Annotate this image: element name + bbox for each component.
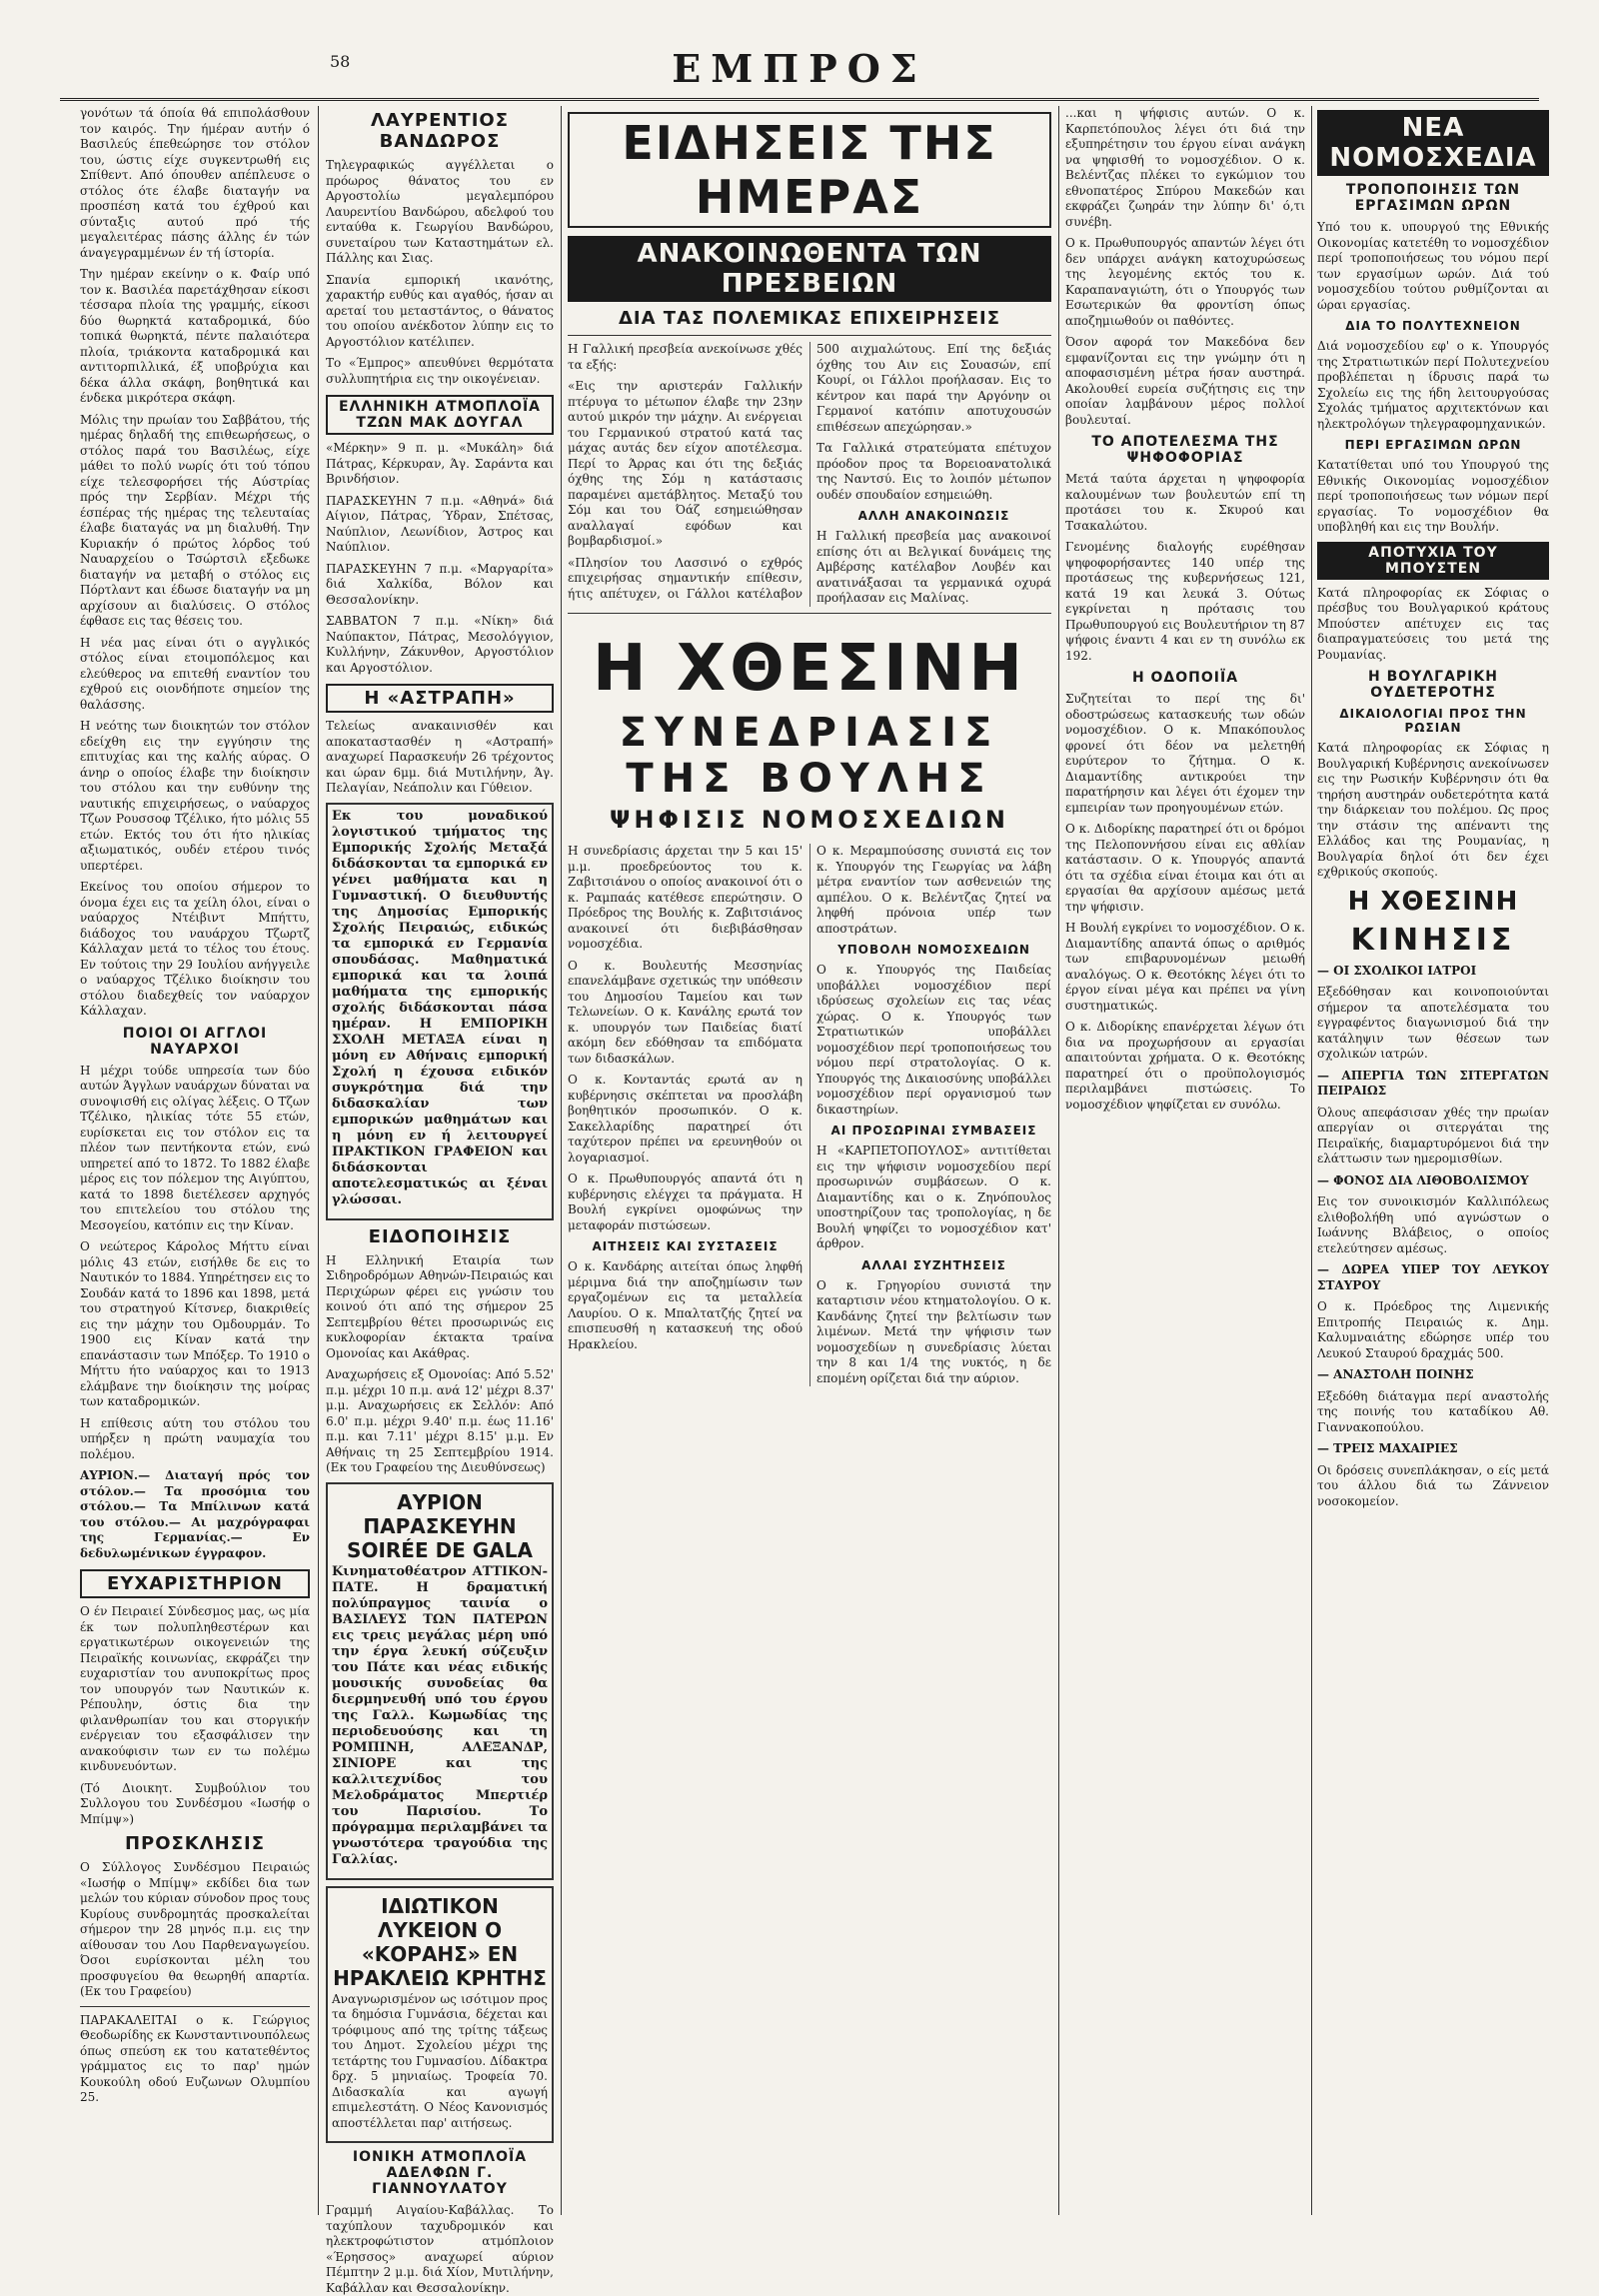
- divider: [80, 2006, 310, 2007]
- article-paragraph: «Μέρκην» 9 π. μ. «Μυκάλη» διά Πάτρας, Κέρκυραν, Άγ. Σαράντα και Βρινδήσιον.: [326, 441, 554, 486]
- section-heading: ΥΠΟΒΟΛΗ ΝΟΜΟΣΧΕΔΙΩΝ: [837, 943, 1030, 958]
- section-heading: ΕΙΔΗΣΕΙΣ ΤΗΣ ΗΜΕΡΑΣ: [568, 112, 1051, 228]
- article-paragraph: Εξεδόθησαν και κοινοποιούνται σήμερον τα αποτελέσματα του εγγραφέντος διαγωνισμού διά την κατάληψιν των θέσεων των σχολικών ιατρών.: [1317, 985, 1549, 1061]
- section-heading: ΙΟΝΙΚΗ ΑΤΜΟΠΛΟΪΑ ΑΔΕΛΦΩΝ Γ. ΓΙΑΝΝΟΥΛΑΤΟΥ: [352, 2149, 528, 2197]
- article-paragraph: Η «ΚΑΡΠΕΤΟΠΟΥΛΟΣ» αντιτίθεται εις την ψήφισιν νομοσχεδίου περί προσωρινών συμβάσεων. Ο κ. Διαμαντίδης και ο κ. Ζηνόπουλος υποστηρίζουν τας τροπολογίας, η δε Βουλή ψηφίζει το νομοσχέδιον κατ' άρθρον.: [816, 1144, 1051, 1251]
- article-paragraph: Ο κ. Πρόεδρος της Λιμενικής Επιτροπής Πειραιώς κ. Δημ. Καλυμναιάτης εδώρησε υπέρ του Λευκού Σταυρού δραχμάς 500.: [1317, 1299, 1549, 1360]
- news-item-title: — ΤΡΕΙΣ ΜΑΧΑΙΡΙΕΣ: [1317, 1441, 1458, 1455]
- newspaper-title: ΕΜΠΡΟΣ: [672, 46, 927, 91]
- divider: [568, 613, 1051, 614]
- article-paragraph: Κατατίθεται υπό του Υπουργού της Εθνικής Οικονομίας νομοσχέδιον περί τροποποιήσεως των νόμων περί εργασίας. Το νομοσχέδιον θα υποβληθή και εις την Βουλήν.: [1317, 458, 1549, 534]
- article-paragraph: Σπανία εμπορική ικανότης, χαρακτήρ ευθύς και αγαθός, ήσαν αι αρεταί του μεταστάντος, ο θάνατος του οποίου ανέκδοτον λύπην εις το Αργοστόλιον κατέλιπεν.: [326, 272, 554, 349]
- section-heading: Η «ΑΣΤΡΑΠΗ»: [326, 684, 554, 713]
- ad-text: Αναγνωρισμένον ως ισότιμον προς τα δημόσια Γυμνάσια, δέχεται και τρόφιμους από της τρίτης τάξεως του Δημοτ. Σχολείου μέχρι της τετάρτης του Γυμνασίου. Δίδακτρα δρχ. 5 μηνιαίως. Τροφεία 70. Διδασκαλία και αγωγή επιμελεστάτη. Ο Νέος Κανονισμός αποστέλλεται παρ' αιτήσεως.: [332, 1991, 548, 2130]
- article-paragraph: Αναχωρήσεις εξ Ομονοίας: Από 5.52' π.μ. μέχρι 10 π.μ. ανά 12' μέχρι 8.37' μ.μ. Αναχωρήσεις εκ Σελλόν: Από 6.0' π.μ. μέχρι 9.40' π.μ. έως 11.16' π.μ. και 7.11' μέχρι 8.15' μ.μ. Εν Αθήναις τη 25 Σεπτεμβρίου 1914. (Εκ του Γραφείου της Διευθύνσεως): [326, 1367, 554, 1474]
- article-paragraph: ΣΑΒΒΑΤΟΝ 7 π.μ. «Νίκη» διά Ναύπακτον, Πάτρας, Μεσολόγγιον, Κυλλήνην, Ζάκυνθον, Αργοστόλιον και Αργοστόλιον.: [326, 614, 554, 675]
- article-paragraph: Η μέχρι τούδε υπηρεσία των δύο αυτών Άγγλων ναυάρχων δύναται να συνοψισθή εις ολίγας λέξεις. Ο Τζων Τζέλικο, ηλικίας τότε 55 ετών, ευρίσκεται εις τον στόλον εις τα πλέον των πεντήκοντα ετών, ενώ υπηρετεί από το 1872. Το 1882 έλαβε μέρος εις τον πόλεμον της Αιγύπτου, κατά το 1898 διετέλεσεν αρχηγός του επιτελείου του στόλου της Μεσογείου, κατόπιν εις την Κίναν.: [80, 1063, 310, 1232]
- article-paragraph: Εις τον συνοικισμόν Καλλιπόλεως ελιθοβολήθη υπό αγνώστων ο Ιωάννης Βλάβειος, ο οποίος ετελεύτησεν αμέσως.: [1317, 1194, 1549, 1255]
- section-heading: Η ΧΘΕΣΙΝΗ: [1347, 886, 1519, 917]
- article-paragraph: γονότων τά όποία θά επιπολάσθουν τον καιρός. Την ήμέραν αυτήν ό Βασιλεύς έπεθεώρησε τον στόλον του, ώστις είχε συγκεντρωθή εις Σπίθεντ. Από όπουθεν απέπλευσε ο στόλος ότε έλαβε διαταγήν να προσπέση κατά του έχθρού και σύνταξις αυτού πρό τής μεγαλειτέρας πάσης άλλης έν τών άναγεγραμμένων έν τή ίστορία.: [80, 106, 310, 260]
- article-paragraph: Ο κ. Κονταντάς ερωτά αν η κυβέρνησις σκέπτεται να προσλάβη βοηθητικόν προσωπικόν. Ο κ. Σακελλαρίδης παρατηρεί ότι ταχύτερον πρέπει να ερευνηθούν οι λογαριασμοί.: [568, 1073, 802, 1164]
- column-1: [80, 106, 310, 2215]
- article-paragraph: Ο κ. Κανδάρης αιτείται όπως ληφθή μέριμνα διά την αποζημίωσιν των εργαζομένων εις τα μεταλλεία Λαυρίου. Ο κ. Μπαλτατζής ζητεί να επισπευσθή η κατασκευή της οδού Ηρακλείου.: [568, 1259, 802, 1351]
- article-paragraph: Συζητείται το περί της δι' οδοστρώσεως κατασκευής των οδών νομοσχέδιον. Ο κ. Μπακόπουλος φρονεί ότι δέον να μελετηθή ευρύτερον το ζήτημα. Ο κ. Διαμαντίδης αντικρούει την παρατήρησιν και λέγει ότι έχομεν την εμπειρίαν των προηγουμένων ετών.: [1065, 692, 1305, 815]
- column-2: [326, 106, 554, 2295]
- article-paragraph: Ο Σύλλογος Συνδέσμου Πειραιώς «Ιωσήφ ο Μπίμψ» εκδίδει δια των μελών του κύριαν σύνοδον προς τους Κυρίους συνδρομητάς προσκαλείται σήμερον την 28 μηνός π.μ. εις την αίθουσαν του Λου Παρθεναγωγείου. Όσοι ευρίσκονται μέλη του προσφυγείου θα θεωρηθή απαρτία. (Εκ του Γραφείου): [80, 1860, 310, 1998]
- article-paragraph: Η νεότης των διοικητών τον στόλον εδείχθη εις την εγγύησιν της επιτυχίας και της καλής αύρας. Ο άνηρ ο οποίος έλαβε την διοίκησιν του στόλου και την ευθύνην της ναυτικής επιχειρήσεως, ο ναύαρχος Τζων Ρουσσοφ Τζέλικο, ήτο μόλις 55 ετών. Εκτός του ότι ήτο ηλικίας αξιωματικός, ουδέν ετέρου τινός υπερτέρει.: [80, 719, 310, 873]
- section-heading: ΑΙ ΠΡΟΣΩΡΙΝΑΙ ΣΥΜΒΑΣΕΙΣ: [830, 1124, 1037, 1139]
- section-heading: ΑΛΛΗ ΑΝΑΚΟΙΝΩΣΙΣ: [857, 509, 1010, 523]
- article-paragraph: Κατά πληροφορίας εκ Σόφιας ο πρέσβυς του Βουλγαρικού κράτους Μπούστεν απέτυχεν εις τας διαπραγματεύσεις του μετά της Ρουμανίας.: [1317, 585, 1549, 662]
- article-paragraph: Η συνεδρίασις άρχεται την 5 και 15' μ.μ. προεδρεύοντος του κ. Ζαβιτσιάνου ο οποίος ανακοινοί ότι ο κ. Ραμπαάς κατέθεσε επερώτησιν. Ο Πρόεδρος της Βουλής κ. Ζαβιτσιάνος ανακοινεί ότι διεβιβάσθησαν νομοσχέδια.: [568, 844, 802, 952]
- ad-text: Κινηματοθέατρον ΑΤΤΙΚΟΝ-ΠΑΤΕ. Η δραματική πολύπραγμος ταινία ο ΒΑΣΙΛΕΥΣ ΤΩΝ ΠΑΤΕΡΩΝ εις τρεις μεγάλας μέρη υπό την έργα λευκή σύζευξιν του Πάτε και νέας ειδικής μουσικής συνοδείας θα διερμηνευθή υπό του έργου της Γαλλ. Κωμωδίας της περιοδευούσης και τη ΡΟΜΠΙΝΗ, ΑΛΕΞΑΝΔΡ, ΣΙΝΙΟΡΕ και της καλλιτεχνίδος του Μελοδράματος Μπερτιέρ του Παρισίου. Το πρόγραμμα περιλαμβάνει τα γνωστότερα τραγούδια της Γαλλίας.: [332, 1563, 548, 1867]
- article-paragraph: Ο έν Πειραιεί Σύνδεσμος μας, ως μία έκ των πολυπληθεστέρων και εργατικωτέρων οικογενειών της Πειραϊκής κοινωνίας, εκφράζει την ευχαριστίαν του ανυποκρίτως προς τον υπουργόν των Ναυτικών κ. Ρέπουλην, όστις δια την φιλανθρωπίαν του και στοργικήν ενέργειαν του εξασφάλισεν την ανακούφισιν των εν τω πολέμω κινδυνευόντων.: [80, 1604, 310, 1773]
- article-paragraph: Εξεδόθη διάταγμα περί αναστολής της ποινής του καταδίκου Αθ. Γιαννακοπούλου.: [1317, 1388, 1549, 1434]
- section-heading: ΕΥΧΑΡΙΣΤΗΡΙΟΝ: [80, 1569, 310, 1598]
- article-paragraph: «Πλησίον του Λασσινό ο εχθρός επιχειρήσας σημαντικήν επίθεσιν, ήτις απέτυχεν, οι Γάλλοι κατέλαβον 500 αιχμαλώτους. Επί της δεξιάς όχθης του Αιν εις Σουασών, επί Κουρί, οι Γάλλοι προήλασαν. Εις το κέντρον και παρά την Αργόνην οι Γερμανοί κατόπιν αποτυχουσών επιθέσεων απεχώρησαν.»: [568, 342, 1051, 601]
- article-paragraph: ΠΑΡΑΣΚΕΥΗΝ 7 π.μ. «Αθηνά» διά Αίγιον, Πάτρας, Ύδραν, Σπέτσας, Ναύπλιον, Λεωνίδιον, Άστρος και Ναύπλιον.: [326, 493, 554, 554]
- article-paragraph: Γενομένης διαλογής ευρέθησαν ψηφοφορήσαντες 140 υπέρ της προτάσεως της κυβερνήσεως 121, κατά 19 και λευκά 3. Ούτως εγκρίνεται η πρότασις του Πρωθυπουργού εις Βουλευτήριον τη 87 ψήφοις έναντι 4 και εν τη συνόλω εκ 192.: [1065, 540, 1305, 663]
- notice-text: ΑΥΡΙΟΝ.— Διαταγή πρός τον στόλον.— Τα προσόμια του στόλου.— Τα Μπίλινων κατά του στόλου.— Αι μαχρόγραφαι της Γερμανίας.— Εν δεδυλωμένικων έγγραφον.: [80, 1468, 310, 1560]
- section-heading: ΛΑΥΡΕΝΤΙΟΣ ΒΑΝΔΩΡΟΣ: [370, 110, 510, 152]
- two-column-text: [568, 844, 1051, 1386]
- section-heading: ΠΟΙΟΙ ΟΙ ΑΓΓΛΟΙ ΝΑΥΑΡΧΟΙ: [122, 1025, 268, 1058]
- article-paragraph: Τελείως ανακαινισθέν και αποκαταστασθέν η «Αστραπή» αναχωρεί Παρασκευήν 26 τρέχοντος και ώραν 6μμ. διά Μυτιλήνην, Άγ. Πελαγίαν, Νεάπολιν και Γύθειον.: [326, 719, 554, 795]
- article-paragraph: Η νέα μας είναι ότι ο αγγλικός στόλος είναι ετοιμοπόλεμος και ελεύθερος να επιτεθή εναντίον του εχθρού εις οιονδήποτε σημείον της θαλάσσης.: [80, 635, 310, 712]
- article-headline: ΣΥΝΕΔΡΙΑΣΙΣ ΤΗΣ ΒΟΥΛΗΣ: [619, 710, 1000, 803]
- article-paragraph: Ο νεώτερος Κάρολος Μήττυ είναι μόλις 43 ετών, εισήλθε δε εις το Ναυτικόν το 1884. Υπηρέτησεν εις το Σουδάν κατά το 1896 και 1898, μετά του στρατηγού Κίτσνερ, διακριθείς εις την μάχην του Ομδουρμάν. Το 1900 εις Κίναν κατά την επανάστασιν των Μπόξερ. Το 1910 ο Μήττυ ήτο ναύαρχος και το 1913 ελάμβανε την διοίκησιν της μοίρας των καταδρομικών.: [80, 1239, 310, 1408]
- section-heading: ΔΙΑ ΤΟ ΠΟΛΥΤΕΧΝΕΙΟΝ: [1345, 319, 1521, 333]
- article-paragraph: «Εις την αριστεράν Γαλλικήν πτέρυγα το μέτωπον έλαβε την 23ην αυτού μικρόν την μάχην. Αι ενέργειαι του Γερμανικού στρατού κατά τας μάχας αυτάς δεν είχον αποτέλεσμα. Περί το Άρρας και ότι της δεξιάς όχθης της Σόμ η κατάστασις παραμένει αμετάβλητος. Μεταξύ του Σόμ και του Όάζ εσημειώθησαν αναλλαγαί εφόδων και βομβαρδισμοί.»: [568, 379, 802, 548]
- article-paragraph: Ο κ. Υπουργός της Παιδείας υποβάλλει νομοσχέδιον περί ιδρύσεως σχολείων εις τας νέας χώρας. Ο κ. Υπουργός των Στρατιωτικών υποβάλλει νομοσχέδιον περί τροποποιήσεως του νόμου περί στρατολογίας. Ο κ. Υπουργός της Δικαιοσύνης υποβάλλει νομοσχέδιον περί οργανισμού των δικαστηρίων.: [816, 963, 1051, 1117]
- section-heading: ΤΟ ΑΠΟΤΕΛΕΣΜΑ ΤΗΣ ΨΗΦΟΦΟΡΙΑΣ: [1091, 434, 1279, 466]
- article-paragraph: Υπό του κ. υπουργού της Εθνικής Οικονομίας κατετέθη το νομοσχέδιον περί τροποποιήσεως του νόμου περί των εργασίμων ωρών. Διά τού νομοσχεδίου τούτου ρυθμίζονται αι ώραι εργασίας.: [1317, 220, 1549, 312]
- section-heading: ΚΙΝΗΣΙΣ: [1350, 922, 1516, 958]
- ad-heading: ΑΥΡΙΟΝ ΠΑΡΑΣΚΕΥΗΝ SOIRÉE DE GALA: [347, 1489, 533, 1562]
- article-paragraph: Τηλεγραφικώς αγγέλλεται ο πρόωρος θάνατος του εν Αργοστολίω μεγαλεμπόρου Λαυρεντίου Βανδώρου, αδελφού του ενταύθα κ. Γεωργίου Βανδώρου, συνεταίρου των Καταστημάτων ελ. Πάλλης και Σιας.: [326, 158, 554, 265]
- article-paragraph: Τα Γαλλικά στρατεύματα επέτυχον πρόοδον προς τα Βορειοανατολικά της Ναντσύ. Εις το λοιπόν μέτωπον ουδέν σπουδαίον εσημειώθη.: [816, 441, 1051, 502]
- section-heading: Η ΒΟΥΛΓΑΡΙΚΗ ΟΥΔΕΤΕΡΟΤΗΣ: [1368, 669, 1498, 701]
- article-paragraph: Ο κ. Διδορίκης παρατηρεί ότι οι δρόμοι της Πελοποννήσου είναι εις αθλίαν κατάστασιν. Ο κ. Υπουργός απαντά ότι τα σχέδια είναι έτοιμα και ότι αι εργασίαι θα αρχίσουν αμέσως μετά την ψήφισιν.: [1065, 822, 1305, 914]
- ad-heading: ΙΔΙΩΤΙΚΟΝ ΛΥΚΕΙΟΝ Ο «ΚΟΡΑΗΣ» ΕΝ ΗΡΑΚΛΕΙΩ ΚΡΗΤΗΣ: [333, 1893, 547, 1990]
- page-number: 58: [330, 52, 351, 71]
- article-paragraph: Οι δρόσεις συνεπλάκησαν, ο είς μετά του άλλου διά τω Ζάννειον νοσοκομείον.: [1317, 1462, 1549, 1508]
- article-paragraph: Η Ελληνική Εταιρία των Σιδηροδρόμων Αθηνών-Πειραιώς και Περιχώρων φέρει εις γνώσιν του κοινού ότι από της σήμερον 25 Σεπτεμβρίου θέτει προσωρινώς εις κυκλοφορίαν έκτακτα τραίνα Ομονοίας και Ακάθρας.: [326, 1252, 554, 1360]
- section-heading: ΑΠΟΤΥΧΙΑ ΤΟΥ ΜΠΟΥΣΤΕΝ: [1317, 542, 1549, 580]
- column-rule: [1058, 106, 1059, 2215]
- article-paragraph: (Τό Διοικητ. Συμβούλιον του Συλλογου του Συνδέσμου «Ιωσήφ ο Μπίμψ»): [80, 1780, 310, 1826]
- divider: [568, 335, 1051, 336]
- news-item-title: — ΑΠΕΡΓΙΑ ΤΩΝ ΣΙΤΕΡΓΑΤΩΝ ΠΕΙΡΑΙΩΣ: [1317, 1068, 1549, 1098]
- article-paragraph: Η επίθεσις αύτη του στόλου του υπήρξεν η πρώτη ναυμαχία του πολέμου.: [80, 1415, 310, 1461]
- advertisement: [326, 803, 554, 1220]
- article-paragraph: Ο κ. Γρηγορίου συνιστά την καταρτισιν νέου κτηματολογίου. Ο κ. Κανδάνης ζητεί την βελτίωσιν των λιμένων. Μετά την ψήφισιν των νομοσχεδίων η συνεδρίασις λύεται την 8 και 1/4 της νυκτός, η δε επομένη ορίζεται διά την αύριον.: [816, 1277, 1051, 1385]
- column-5: [1317, 106, 1549, 2215]
- article-paragraph: Ο κ. Πρωθυπουργός απαντά ότι η κυβέρνησις ελέγχει τα πράγματα. Η Βουλή εγκρίνει ομοφώνως την μεταφοράν πιστώσεων.: [568, 1171, 802, 1232]
- article-paragraph: Διά νομοσχεδίου εφ' ο κ. Υπουργός της Στρατιωτικών περί Πολυτεχνείου προβλέπεται η ίδρυσις παρά τω Σχολείω εις της ήδη λειτουργούσας Σχολάς τμήματος αρχιτεκτόνων και ηλεκτρολόγων τηλεγραφομηχανικών.: [1317, 339, 1549, 431]
- article-paragraph: Η Γαλλική πρεσβεία μας ανακοινοί επίσης ότι αι Βελγικαί δυνάμεις της Αμβέρσης κατέλαβον Λουβέν και ανατινάξασαι τα γερμανικά οχυρά προήλασαν εις Μαλίνας.: [816, 529, 1051, 605]
- news-item-title: — ΟΙ ΣΧΟΛΙΚΟΙ ΙΑΤΡΟΙ: [1317, 963, 1477, 978]
- article-headline: Η ΧΘΕΣΙΝΗ: [593, 632, 1026, 707]
- advertisement: [326, 1482, 554, 1880]
- ad-text: Εκ του μοναδικού λογιστικού τμήματος της Εμπορικής Σχολής Μεταξά διδάσκονται τα εμπορικά εν γένει μαθήματα και η Γυμναστική. Ο διευθυντής της Δημοσίας Εμπορικής Σχολής Πειραιώς, ειδικώς τα εμπορικά εν Γερμανία σπουδάσας. Μαθηματικά εμπορικά και τα λοιπά μαθήματα της εμπορικής σχολής διδάσκονται πάσα ημέραν. Η ΕΜΠΟΡΙΚΗ ΣΧΟΛΗ ΜΕΤΑΞΑ είναι η μόνη εν Αθήναις εμπορική Σχολή η έχουσα ειδικόν συγκρότημα διά την διδασκαλίαν των εμπορικών μαθημάτων και η μόνη εν ή λειτουργεί ΠΡΑΚΤΙΚΟΝ ΓΡΑΦΕΙΟΝ και διδάσκονται αποτελεσματικώς αι ξέναι γλώσσαι.: [332, 808, 548, 1207]
- article-paragraph: ΠΑΡΑΣΚΕΥΗΝ 7 π.μ. «Μαργαρίτα» διά Χαλκίδα, Βόλον και Θεσσαλονίκην.: [326, 561, 554, 607]
- article-paragraph: Ο κ. Πρωθυπουργός απαντών λέγει ότι δεν υπάρχει ανάγκη κατοχυρώσεως της λεγομένης εκτός του κ. Καραπαναγιώτη, ότι ο Υπουργός των Εσωτερικών θα φροντίση όπως αποζημιωθούν οι παθόντες.: [1065, 236, 1305, 328]
- section-heading: Η ΟΔΟΠΟΙΪΑ: [1131, 670, 1239, 686]
- article-paragraph: Ο κ. Μεραμπούσσης συνιστά εις τον κ. Υπουργόν της Γεωργίας να λάβη μέτρα εναντίον των ασθενειών της αμπέλου. Ο κ. Βελέντζας ζητεί να ληφθή πρόνοια υπέρ των αποστράτων.: [816, 844, 1051, 936]
- column-rule: [1311, 106, 1312, 2215]
- article-paragraph: Η Γαλλική πρεσβεία ανεκοίνωσε χθές τα εξής:: [568, 342, 802, 372]
- news-item-title: — ΔΩΡΕΑ ΥΠΕΡ ΤΟΥ ΛΕΥΚΟΥ ΣΤΑΥΡΟΥ: [1317, 1262, 1549, 1292]
- news-item-title: — ΑΝΑΣΤΟΛΗ ΠΟΙΝΗΣ: [1317, 1367, 1474, 1381]
- article-paragraph: Εκείνος του οποίου σήμερον το όνομα έχει εις τα χείλη όλοι, είναι ο ναύαρχος Ντέιβιντ Μπήττυ, διάδοχος του ναυάρχου Τζωρτζ Κάλλαχαν μετά το τέλος του έτους. Εν τούτοις την 29 Ιουλίου ανήγγειλε ο ναύαρχος Τζέλικο διοίκησιν του στόλου διαδεχθείς τον ναύαρχον Κάλλαχαν.: [80, 880, 310, 1018]
- article-subheadline: ΔΙΚΑΙΟΛΟΓΙΑΙ ΠΡΟΣ ΤΗΝ ΡΩΣΙΑΝ: [1339, 707, 1527, 735]
- section-heading: ΠΡΟΣΚΛΗΣΙΣ: [124, 1833, 266, 1854]
- article-paragraph: Την ημέραν εκείνην ο κ. Φαίρ υπό τον κ. Βασιλέα παρετάχθησαν είκοσι τέσσαρα πλοία της γραμμής, είκοσι δύο θωρηκτά καταδρομικά, δύο τοπικά θωρηκτά, πέντε παλαιότερα πλοία, τριάκοντα καταδρομικά και αντιτορπιλλικά, έξ υποβρύχια και δέκα άλλα σκάφη, βοηθητικά και ένδεκα μικρότερα σκάφη.: [80, 267, 310, 405]
- article-subheadline: ΤΡΟΠΟΠΟΙΗΣΙΣ ΤΩΝ ΕΡΓΑΣΙΜΩΝ ΩΡΩΝ: [1345, 182, 1521, 214]
- section-heading: ΑΙΤΗΣΕΙΣ ΚΑΙ ΣΥΣΤΑΣΕΙΣ: [592, 1239, 779, 1254]
- article-paragraph: Το «Έμπρος» απευθύνει θερμότατα συλλυπητήρια εις την οικογένειαν.: [326, 356, 554, 386]
- section-heading: ΠΕΡΙ ΕΡΓΑΣΙΜΩΝ ΩΡΩΝ: [1344, 438, 1522, 452]
- article-paragraph: Γραμμή Αιγαίου-Καβάλλας. Το ταχύπλουν ταχυδρομικόν και ηλεκτροφώτιστον ατμόπλοιον «Έρησσος» αναχωρεί αύριον Πέμπτην 2 μ.μ. διά Χίον, Μυτιλήνην, Καβάλλαν και Θεσσαλονίκην.: [326, 2203, 554, 2295]
- article-paragraph: Ο κ. Διδορίκης επανέρχεται λέγων ότι δια να προχωρήσουν αι εργασίαι απαιτούνται χρήματα. Ο κ. Θεοτόκης παρατηρεί ότι ο προϋπολογισμός περιλαμβάνει πιστώσεις. Το νομοσχέδιον ψηφίζεται εν συνόλω.: [1065, 1020, 1305, 1112]
- section-heading: ΕΙΔΟΠΟΙΗΣΙΣ: [368, 1225, 512, 1247]
- article-paragraph: Όλους απεφάσισαν χθές την πρωίαν απεργίαν οι σιτεργάται της Πειραϊκής, διαμαρτυρόμενοι διά την ελάττωσιν των ημερομισθίων.: [1317, 1105, 1549, 1165]
- section-heading: ΕΛΛΗΝΙΚΗ ΑΤΜΟΠΛΟΪΑ ΤΖΩΝ ΜΑΚ ΔΟΥΓΑΛ: [326, 395, 554, 435]
- article-paragraph: Μετά ταύτα άρχεται η ψηφοφορία καλουμένων των βουλευτών επί τη προτάσει του κ. Σκυρού και Τσακαλώτου.: [1065, 472, 1305, 533]
- masthead: [60, 46, 1539, 101]
- article-subheadline: ΔΙΑ ΤΑΣ ΠΟΛΕΜΙΚΑΣ ΕΠΙΧΕΙΡΗΣΕΙΣ: [618, 308, 1000, 329]
- column-3: [568, 106, 1051, 2215]
- two-column-text: [568, 342, 1051, 607]
- article-paragraph: Κατά πληροφορίας εκ Σόφιας η Βουλγαρική Κυβέρνησις ανεκοίνωσεν εις την Ρωσικήν Κυβέρνησιν ότι θα τηρήση αυστηράν ουδετερότητα κατά την διάρκειαν του πολέμου. Ως προς την στάσιν της απέναντι της Ελλάδος και της Ρουμανίας, η Βουλγαρία δηλοί ότι δεν έχει εχθρικούς σκοπούς.: [1317, 741, 1549, 879]
- section-heading: ΝΕΑ ΝΟΜΟΣΧΕΔΙΑ: [1317, 110, 1549, 176]
- section-heading: ΑΛΛΑΙ ΣΥΖΗΤΗΣΕΙΣ: [861, 1257, 1006, 1272]
- news-item-title: — ΦΟΝΟΣ ΔΙΑ ΛΙΘΟΒΟΛΙΣΜΟΥ: [1317, 1172, 1529, 1187]
- column-rule: [561, 106, 562, 2215]
- article-paragraph: Μόλις την πρωίαν του Σαββάτου, τής ημέρας δηλαδή της επιθεωρήσεως, ο στόλος παρά του Βασιλέως, είχε μάθει το πολύ νωρίς ότι τού τόπου είχε τελεσφορήσει τής Αύστρίας πρός την Σερβίαν. Μέχρι τής έσπέρας τής ημέρας της τελευταίας έλαβε διαταγάς να μη διαλυθή. Την Κυριακήν ό πρώτος λόρδος τού Ναυαρχείου ο Τσώρτσιλ εξεδωκε διαταγήν να μεταβή ο στόλος εις Πόρτλαντ και έδωσε διαταγήν να μη αρχίσουν αι διαλύσεις. Ο στόλος έφθασε εις τας θέσεις του.: [80, 412, 310, 628]
- advertisement: [326, 1886, 554, 2144]
- article-paragraph: Όσον αφορά τον Μακεδόνα δεν εμφανίζονται εις την γνώμην ότι η αποφασισμένη μέτρα ήσαν αυστηρά. Ακολουθεί ευρεία συζήτησις εις την οποίαν λαμβάνουν μέρος πολλοί βουλευταί.: [1065, 335, 1305, 427]
- article-subheadline: ΨΗΦΙΣΙΣ ΝΟΜΟΣΧΕΔΙΩΝ: [610, 806, 1009, 835]
- article-paragraph: ...και η ψήφισις αυτών. Ο κ. Καρπετόπουλος λέγει ότι διά την εξυπηρέτησιν του έργου είναι ανάγκη να ψηφισθή το νομοσχέδιον. Ο κ. Βελέντζας πλέκει το εγκώμιον του εθνοπατέρος Σπύρου Μακεδών και εκφράζει ζωηράν την λύπην δι' ό,τι συνέβη.: [1065, 106, 1305, 229]
- article-paragraph: Η Βουλή εγκρίνει το νομοσχέδιον. Ο κ. Διαμαντίδης απαντά όπως ο αριθμός των επιβαρυνομένων μειωθή αναλόγως. Ο κ. Θεοτόκης λέγει ότι το έργον είναι μέγα και πρέπει να γίνη συστηματικώς.: [1065, 921, 1305, 1013]
- article-paragraph: Ο κ. Βουλευτής Μεσσηνίας επανελάμβανε σχετικώς την υπόθεσιν του Δημοσίου Ταμείου και των Τελωνείων. Ο κ. Κανάλης ερωτά τον κ. υπουργόν των Παιδείας διατί ακόμη δεν εδόθησαν τα επιδόματα των διδασκάλων.: [568, 958, 802, 1066]
- article-headline: ΑΝΑΚΟΙΝΩΘΕΝΤΑ ΤΩΝ ΠΡΕΣΒΕΙΩΝ: [568, 236, 1051, 302]
- article-paragraph: ΠΑΡΑΚΑΛΕΙΤΑΙ ο κ. Γεώργιος Θεοδωρίδης εκ Κωνσταντινουπόλεως όπως σπεύση εκ του κατατεθέντος γράμματος εις το παρ' ημών Κουκούλη οδού Ευζωνων Ολυμπίου 25.: [80, 2012, 310, 2104]
- column-rule: [318, 106, 319, 2215]
- column-4: [1065, 106, 1305, 2215]
